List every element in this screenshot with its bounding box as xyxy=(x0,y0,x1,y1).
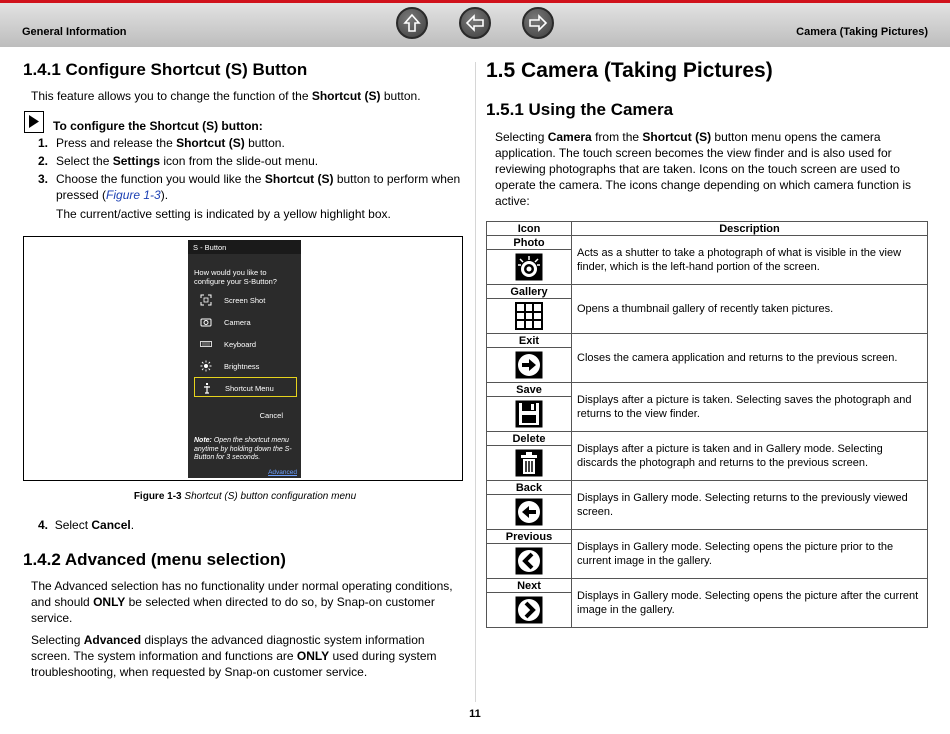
icon-description: Acts as a shutter to take a photograph of what is visible in the view finder, which is the left-hand portion of the screen. xyxy=(572,236,928,285)
header-right-title: Camera (Taking Pictures) xyxy=(796,26,928,38)
table-row xyxy=(487,481,928,495)
icon-name-delete: Delete xyxy=(487,432,572,446)
back-arrow-icon xyxy=(515,498,543,526)
step-2: 2. Select the Settings icon from the slide-out menu. xyxy=(38,154,319,168)
step-1: 1. Press and release the Shortcut (S) button. xyxy=(38,136,285,150)
option-shortcut-menu[interactable]: Shortcut Menu xyxy=(194,377,297,397)
table-row xyxy=(487,530,928,544)
cancel-button[interactable]: Cancel xyxy=(259,411,283,420)
table-row xyxy=(487,432,928,446)
table-row xyxy=(487,236,928,250)
procedure-steps xyxy=(38,135,463,224)
icon-description: Displays after a picture is taken and in Gallery mode. Selecting discards the photograph and returns to the previous screen. xyxy=(572,432,928,481)
icon-name-previous: Previous xyxy=(487,530,572,544)
exit-arrow-icon xyxy=(515,351,543,379)
header-left-title: General Information xyxy=(22,26,127,38)
gallery-grid-icon xyxy=(515,302,543,330)
section-1-5-title: 1.5 Camera (Taking Pictures) xyxy=(486,59,773,82)
keyboard-icon xyxy=(200,338,212,350)
section-1-4-2-para-2: Selecting Advanced displays the advanced diagnostic system information screen. The system information and functions are ONLY used during system troubleshooting, when requested by Snap-on customer service. xyxy=(31,633,437,679)
icon-description: Displays after a picture is taken. Selecting saves the photograph and returns to the view finder. xyxy=(572,383,928,432)
icon-name-next: Next xyxy=(487,579,572,593)
column-header-description: Description xyxy=(572,222,928,236)
camera-icon xyxy=(200,316,212,328)
step-3-note: The current/active setting is indicated by a yellow highlight box. xyxy=(56,207,391,221)
back-arrow-icon[interactable] xyxy=(459,7,491,39)
table-header-row xyxy=(487,222,928,236)
icon-name-gallery: Gallery xyxy=(487,285,572,299)
advanced-link[interactable]: Advanced xyxy=(268,469,297,476)
next-chevron-icon xyxy=(515,596,543,624)
icon-description: Closes the camera application and returns to the previous screen. xyxy=(572,334,928,383)
table-row xyxy=(487,334,928,348)
screen-title-bar xyxy=(188,240,301,254)
brightness-icon xyxy=(200,360,212,372)
icon-description: Displays in Gallery mode. Selecting returns to the previously viewed screen. xyxy=(572,481,928,530)
section-1-4-1-intro: This feature allows you to change the function of the Shortcut (S) button. xyxy=(31,89,421,103)
section-1-5-1-title: 1.5.1 Using the Camera xyxy=(486,100,674,119)
section-1-5-1-para: Selecting Camera from the Shortcut (S) button menu opens the camera application. The touch screen becomes the view finder and is also used for reviewing photographs that are taken. Icons on the touch screen are used to operate the camera. The icons change depending on which camera function is active: xyxy=(495,130,912,208)
trash-icon xyxy=(515,449,543,477)
option-keyboard[interactable]: Keyboard xyxy=(194,334,297,354)
option-brightness[interactable]: Brightness xyxy=(194,356,297,376)
s-button-screen xyxy=(188,240,301,478)
camera-icons-table xyxy=(486,221,928,628)
screen-question: How would you like to configure your S-Button? xyxy=(194,268,277,286)
icon-description: Displays in Gallery mode. Selecting opens the picture prior to the current image in the gallery. xyxy=(572,530,928,579)
table-row xyxy=(487,285,928,299)
icon-name-back: Back xyxy=(487,481,572,495)
column-header-icon: Icon xyxy=(487,222,572,236)
screen-note: Note: Open the shortcut menu anytime by holding down the S-Button for 3 seconds. xyxy=(194,437,292,461)
section-1-4-2-title: 1.4.2 Advanced (menu selection) xyxy=(23,550,286,569)
step-3: 3. Choose the function you would like the Shortcut (S) button to perform when pressed (Figure 1-3). xyxy=(38,172,461,202)
header-bar xyxy=(0,0,950,47)
icon-name-save: Save xyxy=(487,383,572,397)
save-floppy-icon xyxy=(515,400,543,428)
procedure-title: To configure the Shortcut (S) button: xyxy=(53,119,263,133)
step-4: 4. Select Cancel. xyxy=(38,518,135,532)
camera-shutter-icon xyxy=(515,253,543,281)
figure-caption: Figure 1-3 Shortcut (S) button configuration menu xyxy=(133,491,357,502)
previous-chevron-icon xyxy=(515,547,543,575)
page-number: 11 xyxy=(469,708,481,720)
home-icon[interactable] xyxy=(396,7,428,39)
shortcut-menu-icon xyxy=(201,382,213,394)
icon-name-photo: Photo xyxy=(487,236,572,250)
icon-name-exit: Exit xyxy=(487,334,572,348)
figure-1-3 xyxy=(23,236,463,481)
figure-1-3-link[interactable]: Figure 1-3 xyxy=(106,188,161,202)
screen-title: S - Button xyxy=(193,243,227,252)
section-1-4-2-para-1: The Advanced selection has no functionality under normal operating conditions, and should ONLY be selected when directed to do so, by Snap-on customer service. xyxy=(31,579,453,625)
table-row xyxy=(487,383,928,397)
table-row xyxy=(487,579,928,593)
icon-description: Displays in Gallery mode. Selecting opens the picture after the current image in the gallery. xyxy=(572,579,928,628)
section-1-4-1-title: 1.4.1 Configure Shortcut (S) Button xyxy=(23,60,308,79)
screen-shot-icon xyxy=(200,294,212,306)
icon-description: Opens a thumbnail gallery of recently taken pictures. xyxy=(572,285,928,334)
column-divider xyxy=(475,62,476,702)
procedure-play-icon xyxy=(24,111,44,133)
option-camera[interactable]: Camera xyxy=(194,312,297,332)
option-screen-shot[interactable]: Screen Shot xyxy=(194,290,297,310)
forward-arrow-icon[interactable] xyxy=(522,7,554,39)
